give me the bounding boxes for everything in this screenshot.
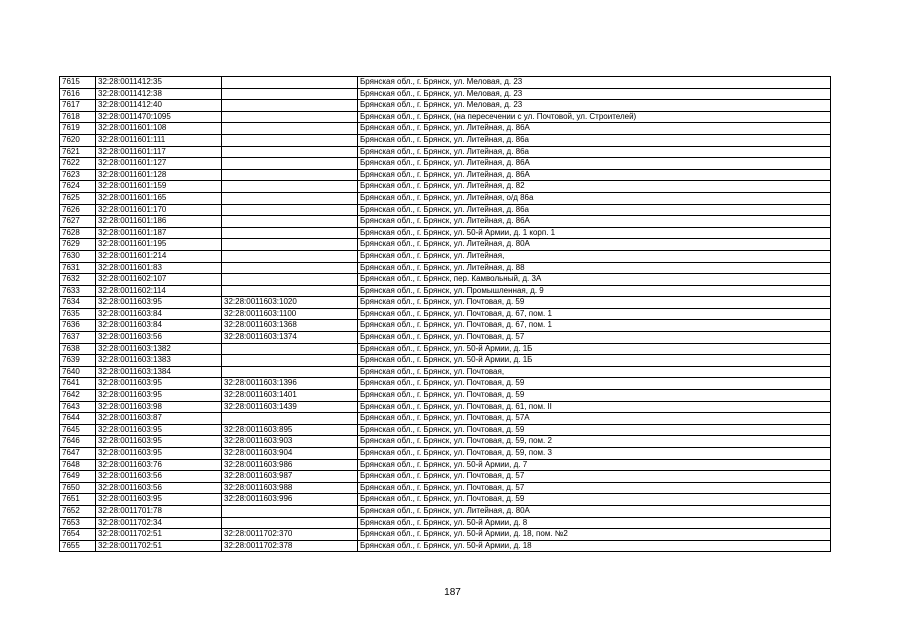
related-cadastral-number-cell: 32:28:0011603:986	[222, 459, 358, 471]
related-cadastral-number-cell	[222, 355, 358, 367]
address-cell: Брянская обл., г. Брянск, ул. Литейная, д. 86А	[358, 169, 831, 181]
address-cell: Брянская обл., г. Брянск, ул. 50-й Армии, д. 8	[358, 517, 831, 529]
row-number-cell: 7637	[60, 332, 96, 344]
table-row	[60, 100, 831, 112]
address-cell: Брянская обл., г. Брянск, ул. Меловая, д. 23	[358, 100, 831, 112]
row-number-cell: 7645	[60, 424, 96, 436]
address-cell: Брянская обл., г. Брянск, ул. Почтовая, д. 59, пом. 2	[358, 436, 831, 448]
table-row	[60, 285, 831, 297]
row-number-cell: 7639	[60, 355, 96, 367]
cadastral-number-cell: 32:28:0011601:187	[96, 227, 222, 239]
address-cell: Брянская обл., г. Брянск, ул. Почтовая, д. 67, пом. 1	[358, 320, 831, 332]
cadastral-number-cell: 32:28:0011702:34	[96, 517, 222, 529]
cadastral-number-cell: 32:28:0011601:128	[96, 169, 222, 181]
table-row	[60, 517, 831, 529]
row-number-cell: 7627	[60, 216, 96, 228]
cadastral-number-cell: 32:28:0011470:1095	[96, 111, 222, 123]
row-number-cell: 7629	[60, 239, 96, 251]
related-cadastral-number-cell: 32:28:0011603:904	[222, 448, 358, 460]
cadastral-number-cell: 32:28:0011412:40	[96, 100, 222, 112]
row-number-cell: 7650	[60, 482, 96, 494]
related-cadastral-number-cell: 32:28:0011603:996	[222, 494, 358, 506]
related-cadastral-number-cell	[222, 100, 358, 112]
related-cadastral-number-cell: 32:28:0011702:370	[222, 529, 358, 541]
table-row	[60, 390, 831, 402]
table-row	[60, 343, 831, 355]
address-cell: Брянская обл., г. Брянск, ул. Литейная, д. 86а	[358, 134, 831, 146]
related-cadastral-number-cell	[222, 111, 358, 123]
cadastral-number-cell: 32:28:0011603:98	[96, 401, 222, 413]
row-number-cell: 7634	[60, 297, 96, 309]
table-row	[60, 459, 831, 471]
table-row	[60, 308, 831, 320]
related-cadastral-number-cell	[222, 262, 358, 274]
address-cell: Брянская обл., г. Брянск, ул. Литейная, д. 82	[358, 181, 831, 193]
address-cell: Брянская обл., г. Брянск, ул. Почтовая, д. 57А	[358, 413, 831, 425]
row-number-cell: 7622	[60, 158, 96, 170]
cadastral-number-cell: 32:28:0011603:56	[96, 471, 222, 483]
address-cell: Брянская обл., г. Брянск, ул. Почтовая, д. 59	[358, 390, 831, 402]
cadastral-number-cell: 32:28:0011601:108	[96, 123, 222, 135]
related-cadastral-number-cell: 32:28:0011603:1439	[222, 401, 358, 413]
row-number-cell: 7654	[60, 529, 96, 541]
cadastral-number-cell: 32:28:0011603:1384	[96, 366, 222, 378]
table-row	[60, 216, 831, 228]
table-row	[60, 123, 831, 135]
address-cell: Брянская обл., г. Брянск, ул. Меловая, д. 23	[358, 88, 831, 100]
row-number-cell: 7621	[60, 146, 96, 158]
related-cadastral-number-cell	[222, 88, 358, 100]
address-cell: Брянская обл., г. Брянск, ул. Почтовая, д. 57	[358, 471, 831, 483]
cadastral-number-cell: 32:28:0011603:95	[96, 378, 222, 390]
address-cell: Брянская обл., г. Брянск, ул. Почтовая, д. 59, пом. 3	[358, 448, 831, 460]
table-row	[60, 332, 831, 344]
row-number-cell: 7632	[60, 274, 96, 286]
table-row	[60, 227, 831, 239]
row-number-cell: 7624	[60, 181, 96, 193]
row-number-cell: 7635	[60, 308, 96, 320]
related-cadastral-number-cell: 32:28:0011603:1100	[222, 308, 358, 320]
row-number-cell: 7636	[60, 320, 96, 332]
table-row	[60, 413, 831, 425]
row-number-cell: 7655	[60, 540, 96, 552]
row-number-cell: 7618	[60, 111, 96, 123]
cadastral-number-cell: 32:28:0011603:87	[96, 413, 222, 425]
row-number-cell: 7615	[60, 77, 96, 89]
related-cadastral-number-cell	[222, 77, 358, 89]
related-cadastral-number-cell	[222, 123, 358, 135]
address-cell: Брянская обл., г. Брянск, ул. Промышленная, д. 9	[358, 285, 831, 297]
cadastral-number-cell: 32:28:0011603:95	[96, 448, 222, 460]
table-row	[60, 448, 831, 460]
related-cadastral-number-cell	[222, 146, 358, 158]
related-cadastral-number-cell: 32:28:0011603:1368	[222, 320, 358, 332]
row-number-cell: 7643	[60, 401, 96, 413]
related-cadastral-number-cell	[222, 505, 358, 517]
address-cell: Брянская обл., г. Брянск, ул. Почтовая, д. 59	[358, 494, 831, 506]
address-cell: Брянская обл., г. Брянск, ул. Литейная,	[358, 250, 831, 262]
related-cadastral-number-cell	[222, 285, 358, 297]
related-cadastral-number-cell	[222, 134, 358, 146]
cadastral-number-cell: 32:28:0011602:107	[96, 274, 222, 286]
address-cell: Брянская обл., г. Брянск, ул. Почтовая, д. 67, пом. 1	[358, 308, 831, 320]
table-row	[60, 424, 831, 436]
address-cell: Брянская обл., г. Брянск, ул. Меловая, д. 23	[358, 77, 831, 89]
table-row	[60, 262, 831, 274]
row-number-cell: 7642	[60, 390, 96, 402]
address-cell: Брянская обл., г. Брянск, ул. Литейная, о/д 86а	[358, 192, 831, 204]
table-row	[60, 134, 831, 146]
row-number-cell: 7652	[60, 505, 96, 517]
row-number-cell: 7653	[60, 517, 96, 529]
address-cell: Брянская обл., г. Брянск, ул. Литейная, д. 80А	[358, 505, 831, 517]
cadastral-number-cell: 32:28:0011602:114	[96, 285, 222, 297]
row-number-cell: 7626	[60, 204, 96, 216]
address-cell: Брянская обл., г. Брянск, ул. Почтовая, д. 59	[358, 424, 831, 436]
address-cell: Брянская обл., г. Брянск, ул. Литейная, д. 86а	[358, 204, 831, 216]
cadastral-number-cell: 32:28:0011701:78	[96, 505, 222, 517]
cadastral-number-cell: 32:28:0011601:117	[96, 146, 222, 158]
address-cell: Брянская обл., г. Брянск, ул. 50-й Армии, д. 7	[358, 459, 831, 471]
address-cell: Брянская обл., г. Брянск, ул. Почтовая, д. 59	[358, 378, 831, 390]
cadastral-number-cell: 32:28:0011601:127	[96, 158, 222, 170]
address-cell: Брянская обл., г. Брянск, (на пересечении с ул. Почтовой, ул. Строителей)	[358, 111, 831, 123]
table-row	[60, 436, 831, 448]
cadastral-number-cell: 32:28:0011412:38	[96, 88, 222, 100]
cadastral-number-cell: 32:28:0011603:95	[96, 494, 222, 506]
row-number-cell: 7646	[60, 436, 96, 448]
cadastral-number-cell: 32:28:0011412:35	[96, 77, 222, 89]
table-row	[60, 471, 831, 483]
cadastral-number-cell: 32:28:0011603:95	[96, 424, 222, 436]
cadastral-number-cell: 32:28:0011601:170	[96, 204, 222, 216]
address-cell: Брянская обл., г. Брянск, пер. Камвольный, д. 3А	[358, 274, 831, 286]
cadastral-number-cell: 32:28:0011603:1382	[96, 343, 222, 355]
cadastral-number-cell: 32:28:0011601:159	[96, 181, 222, 193]
related-cadastral-number-cell: 32:28:0011603:988	[222, 482, 358, 494]
cadastral-number-cell: 32:28:0011601:83	[96, 262, 222, 274]
cadastral-number-cell: 32:28:0011603:95	[96, 436, 222, 448]
row-number-cell: 7651	[60, 494, 96, 506]
related-cadastral-number-cell	[222, 274, 358, 286]
row-number-cell: 7648	[60, 459, 96, 471]
row-number-cell: 7649	[60, 471, 96, 483]
cadastral-number-cell: 32:28:0011601:186	[96, 216, 222, 228]
page-number: 187	[444, 587, 461, 598]
row-number-cell: 7616	[60, 88, 96, 100]
table-row	[60, 378, 831, 390]
related-cadastral-number-cell	[222, 158, 358, 170]
cadastral-number-cell: 32:28:0011603:84	[96, 308, 222, 320]
table-row	[60, 158, 831, 170]
related-cadastral-number-cell: 32:28:0011603:903	[222, 436, 358, 448]
cadastral-number-cell: 32:28:0011601:195	[96, 239, 222, 251]
row-number-cell: 7619	[60, 123, 96, 135]
address-cell: Брянская обл., г. Брянск, ул. Почтовая, д. 59	[358, 297, 831, 309]
cadastral-number-cell: 32:28:0011603:56	[96, 332, 222, 344]
cadastral-number-cell: 32:28:0011603:1383	[96, 355, 222, 367]
related-cadastral-number-cell: 32:28:0011603:1401	[222, 390, 358, 402]
table-row	[60, 297, 831, 309]
cadastral-number-cell: 32:28:0011702:51	[96, 540, 222, 552]
table-row	[60, 146, 831, 158]
related-cadastral-number-cell: 32:28:0011702:378	[222, 540, 358, 552]
row-number-cell: 7633	[60, 285, 96, 297]
address-cell: Брянская обл., г. Брянск, ул. Литейная, д. 86А	[358, 158, 831, 170]
row-number-cell: 7630	[60, 250, 96, 262]
registry-table-body	[60, 77, 831, 552]
row-number-cell: 7620	[60, 134, 96, 146]
row-number-cell: 7623	[60, 169, 96, 181]
cadastral-number-cell: 32:28:0011601:214	[96, 250, 222, 262]
table-row	[60, 181, 831, 193]
address-cell: Брянская обл., г. Брянск, ул. Литейная, д. 86А	[358, 123, 831, 135]
row-number-cell: 7631	[60, 262, 96, 274]
address-cell: Брянская обл., г. Брянск, ул. Почтовая,	[358, 366, 831, 378]
related-cadastral-number-cell: 32:28:0011603:1020	[222, 297, 358, 309]
address-cell: Брянская обл., г. Брянск, ул. 50-й Армии, д. 1 корп. 1	[358, 227, 831, 239]
related-cadastral-number-cell: 32:28:0011603:987	[222, 471, 358, 483]
related-cadastral-number-cell	[222, 366, 358, 378]
related-cadastral-number-cell	[222, 239, 358, 251]
table-row	[60, 250, 831, 262]
table-row	[60, 494, 831, 506]
address-cell: Брянская обл., г. Брянск, ул. Почтовая, д. 57	[358, 332, 831, 344]
table-row	[60, 366, 831, 378]
address-cell: Брянская обл., г. Брянск, ул. 50-й Армии, д. 1Б	[358, 355, 831, 367]
row-number-cell: 7638	[60, 343, 96, 355]
table-row	[60, 274, 831, 286]
related-cadastral-number-cell: 32:28:0011603:895	[222, 424, 358, 436]
related-cadastral-number-cell	[222, 181, 358, 193]
table-row	[60, 505, 831, 517]
cadastral-number-cell: 32:28:0011601:165	[96, 192, 222, 204]
related-cadastral-number-cell	[222, 343, 358, 355]
row-number-cell: 7641	[60, 378, 96, 390]
cadastral-number-cell: 32:28:0011603:76	[96, 459, 222, 471]
table-row	[60, 169, 831, 181]
table-row	[60, 540, 831, 552]
row-number-cell: 7644	[60, 413, 96, 425]
cadastral-number-cell: 32:28:0011603:95	[96, 390, 222, 402]
related-cadastral-number-cell: 32:28:0011603:1374	[222, 332, 358, 344]
table-row	[60, 529, 831, 541]
related-cadastral-number-cell	[222, 169, 358, 181]
address-cell: Брянская обл., г. Брянск, ул. Литейная, д. 86А	[358, 216, 831, 228]
cadastral-number-cell: 32:28:0011603:56	[96, 482, 222, 494]
related-cadastral-number-cell	[222, 517, 358, 529]
row-number-cell: 7647	[60, 448, 96, 460]
row-number-cell: 7617	[60, 100, 96, 112]
table-row	[60, 192, 831, 204]
cadastral-number-cell: 32:28:0011601:111	[96, 134, 222, 146]
related-cadastral-number-cell	[222, 192, 358, 204]
row-number-cell: 7628	[60, 227, 96, 239]
row-number-cell: 7640	[60, 366, 96, 378]
cadastral-number-cell: 32:28:0011603:84	[96, 320, 222, 332]
row-number-cell: 7625	[60, 192, 96, 204]
address-cell: Брянская обл., г. Брянск, ул. Почтовая, д. 61, пом. II	[358, 401, 831, 413]
table-row	[60, 239, 831, 251]
related-cadastral-number-cell	[222, 204, 358, 216]
address-cell: Брянская обл., г. Брянск, ул. 50-й Армии, д. 18, пом. №2	[358, 529, 831, 541]
registry-table	[59, 76, 831, 552]
address-cell: Брянская обл., г. Брянск, ул. Литейная, д. 86а	[358, 146, 831, 158]
table-row	[60, 482, 831, 494]
table-row	[60, 320, 831, 332]
address-cell: Брянская обл., г. Брянск, ул. Почтовая, д. 57	[358, 482, 831, 494]
table-row	[60, 88, 831, 100]
related-cadastral-number-cell	[222, 227, 358, 239]
address-cell: Брянская обл., г. Брянск, ул. Литейная, д. 80А	[358, 239, 831, 251]
address-cell: Брянская обл., г. Брянск, ул. 50-й Армии, д. 18	[358, 540, 831, 552]
related-cadastral-number-cell	[222, 250, 358, 262]
table-row	[60, 77, 831, 89]
table-row	[60, 355, 831, 367]
related-cadastral-number-cell	[222, 413, 358, 425]
table-row	[60, 111, 831, 123]
cadastral-number-cell: 32:28:0011702:51	[96, 529, 222, 541]
cadastral-number-cell: 32:28:0011603:95	[96, 297, 222, 309]
related-cadastral-number-cell	[222, 216, 358, 228]
table-row	[60, 401, 831, 413]
table-row	[60, 204, 831, 216]
address-cell: Брянская обл., г. Брянск, ул. Литейная, д. 88	[358, 262, 831, 274]
related-cadastral-number-cell: 32:28:0011603:1396	[222, 378, 358, 390]
address-cell: Брянская обл., г. Брянск, ул. 50-й Армии, д. 1Б	[358, 343, 831, 355]
